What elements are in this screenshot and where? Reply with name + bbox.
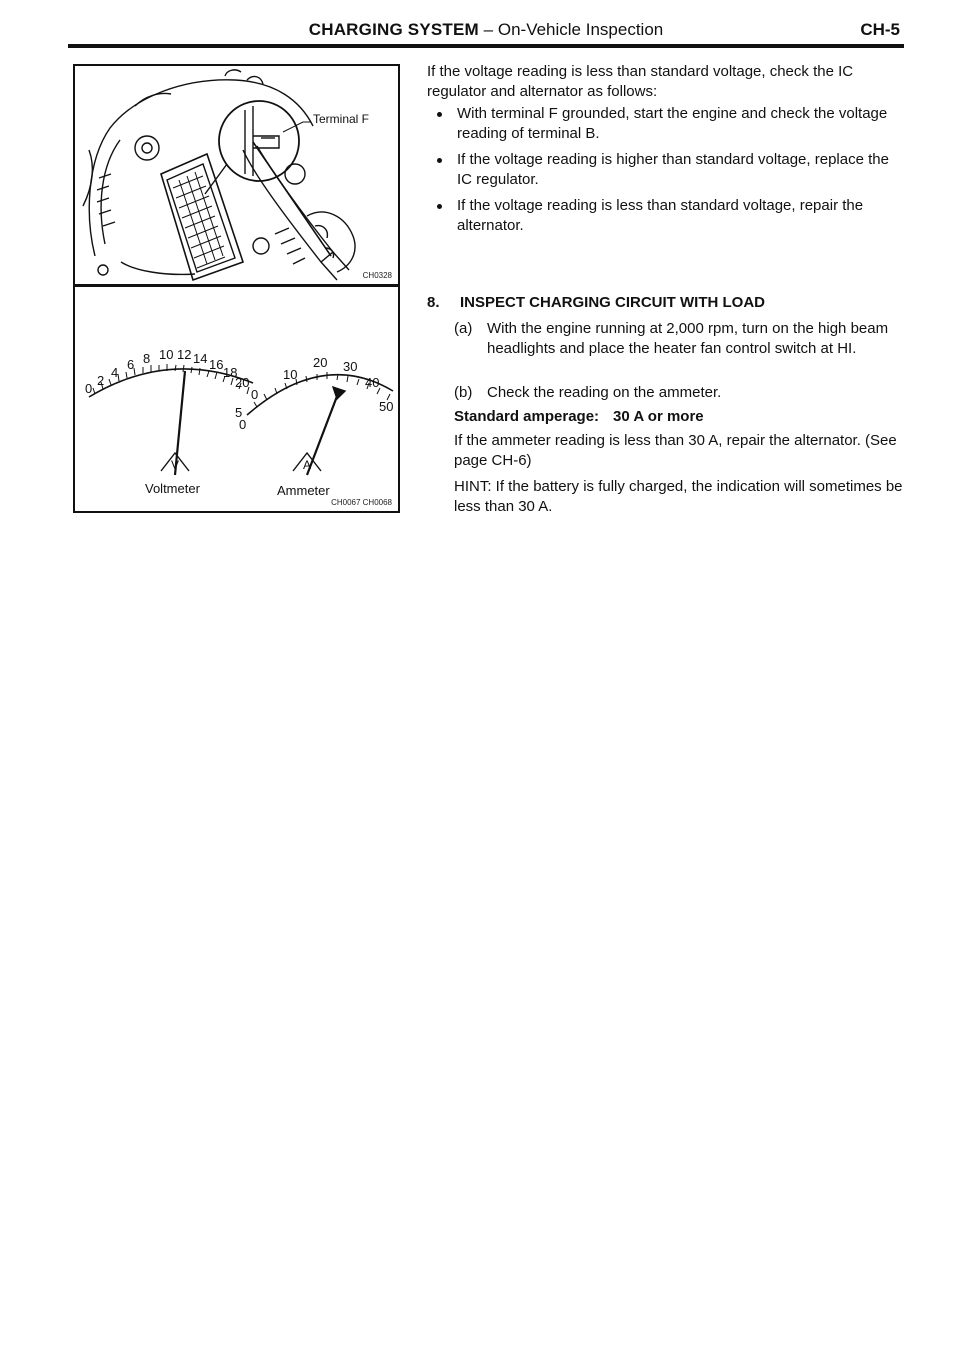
volt-tick-14: 14	[193, 351, 208, 366]
bullet-text: With terminal F grounded, start the engine and check the voltage reading of terminal B.	[457, 105, 888, 142]
ammeter-label: Ammeter	[277, 483, 330, 498]
volt-tick-8: 8	[143, 351, 151, 366]
bullet-item	[427, 196, 905, 236]
volt-tick-20: 20	[235, 375, 250, 390]
section-subtitle: On-Vehicle Inspection	[497, 20, 664, 39]
bullet-dot	[437, 204, 442, 209]
bullet-list-3	[427, 196, 905, 236]
alternator-illustration	[75, 66, 398, 284]
alternator-figure	[73, 64, 400, 286]
substep-a-text: With the engine running at 2,000 rpm, turn on the high beam headlights and place the heater fan control switch at HI.	[487, 320, 889, 357]
bullet-item	[427, 150, 905, 190]
substep-a	[454, 319, 905, 359]
bullet-text: If the voltage reading is higher than standard voltage, replace the IC regulator.	[457, 151, 889, 188]
amp-tick-10: 10	[283, 367, 298, 382]
amp-low-tick-0: 0	[239, 417, 247, 432]
figure2-code: CH0067 CH0068	[331, 498, 392, 507]
meters-figure	[73, 285, 400, 513]
voltmeter-label: Voltmeter	[145, 481, 200, 496]
volt-tick-4: 4	[111, 365, 119, 380]
section-title: CHARGING SYSTEM	[308, 20, 479, 39]
header-rule	[68, 44, 904, 48]
step-8-heading	[427, 293, 905, 315]
standard-label: Standard amperage:	[454, 408, 600, 425]
volt-tick-2: 2	[97, 373, 105, 388]
terminal-f-label: Terminal F	[313, 112, 370, 126]
bullet-list	[427, 104, 905, 144]
substep-a-label: (a)	[454, 320, 473, 337]
repair-note-text: If the ammeter reading is less than 30 A, repair the alternator. (See page CH-6)	[454, 432, 897, 469]
intro-paragraph: If the voltage reading is less than standard voltage, check the IC regulator and alternator as follows:	[427, 63, 854, 100]
volt-tick-12: 12	[177, 347, 192, 362]
step-title: INSPECT CHARGING CIRCUIT WITH LOAD	[460, 294, 765, 311]
standard-spec	[454, 407, 905, 427]
standard-value: 30 A or more	[613, 408, 704, 425]
page-number: CH-5	[860, 20, 900, 39]
amp-tick-30: 30	[343, 359, 358, 374]
amp-tick-20: 20	[313, 355, 328, 370]
meters-illustration	[75, 287, 398, 511]
figure1-code: CH0328	[362, 271, 392, 280]
voltmeter-symbol: V	[171, 458, 180, 472]
header-separator: –	[483, 20, 494, 39]
bullet-dot	[437, 158, 442, 163]
bullet-list-2	[427, 150, 905, 190]
substep-b-text: Check the reading on the ammeter.	[487, 384, 722, 401]
amp-tick-40: 40	[365, 375, 380, 390]
page-header	[68, 18, 904, 48]
volt-tick-18: 18	[223, 365, 238, 380]
step-number: 8.	[427, 294, 440, 311]
hint-text: HINT: If the battery is fully charged, the indication will sometimes be less than 30 A.	[454, 478, 903, 515]
repair-note	[454, 431, 905, 471]
bullet-dot	[437, 112, 442, 117]
bullet-item	[427, 104, 905, 144]
substep-b-label: (b)	[454, 384, 473, 401]
volt-tick-0: 0	[85, 381, 93, 396]
amp-tick-0: 0	[251, 387, 259, 402]
substep-b	[454, 383, 905, 403]
header-title	[68, 20, 904, 40]
hint-note	[454, 477, 905, 517]
volt-tick-6: 6	[127, 357, 135, 372]
bullet-text: If the voltage reading is less than standard voltage, repair the alternator.	[457, 197, 864, 234]
volt-tick-10: 10	[159, 347, 174, 362]
intro-block	[427, 62, 905, 102]
volt-tick-16: 16	[209, 357, 224, 372]
amp-tick-50: 50	[379, 399, 394, 414]
amp-low-tick-5: 5	[235, 405, 243, 420]
ammeter-symbol: A	[303, 458, 312, 472]
